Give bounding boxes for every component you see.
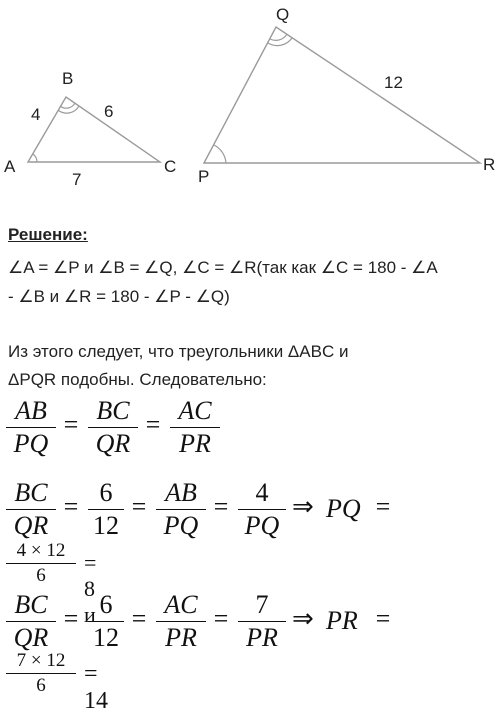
solution-line-3: Из этого следует, что треугольники ΔABC и <box>8 342 349 361</box>
equals-sign: = <box>62 492 80 521</box>
equals-sign: = <box>144 410 162 439</box>
numerator: 4 × 12 <box>16 540 66 561</box>
fraction-7-pr <box>238 590 286 653</box>
denominator: 12 <box>93 623 119 652</box>
side-qr-label: 12 <box>384 73 403 92</box>
fraction-bc-qr <box>88 396 138 459</box>
equals-sign: = <box>62 410 80 439</box>
equals-sign: = <box>130 604 148 633</box>
result-variable-pq: PQ <box>326 494 361 523</box>
denominator: QR <box>13 511 49 540</box>
numerator: AC <box>178 396 212 425</box>
fraction-ab-pq <box>156 478 206 541</box>
numerator: BC <box>14 590 48 619</box>
denominator: PQ <box>13 429 49 458</box>
vertex-r-label: R <box>483 155 496 174</box>
numerator: AB <box>165 478 197 507</box>
implies-arrow: ⇒ <box>292 604 314 633</box>
numerator: 6 <box>99 478 113 507</box>
denominator: 6 <box>36 565 46 586</box>
fraction-ac-pr <box>156 590 206 653</box>
denominator: QR <box>13 623 49 652</box>
numerator: 7 <box>255 590 269 619</box>
equals-sign: = <box>374 604 392 633</box>
equals-sign: = <box>374 492 392 521</box>
numerator: 6 <box>99 590 113 619</box>
numerator: AB <box>15 396 47 425</box>
solution-heading: Решение: <box>8 225 88 244</box>
equals-sign: = <box>212 492 230 521</box>
fraction-ab-pq <box>6 396 56 459</box>
equals-sign: = <box>62 604 80 633</box>
denominator: PR <box>246 623 278 652</box>
denominator: QR <box>95 429 131 458</box>
numerator: 7 × 12 <box>16 650 66 671</box>
denominator: 6 <box>36 675 46 696</box>
result-variable-pr: PR <box>326 606 358 635</box>
fraction-bc-qr <box>6 478 56 541</box>
fraction-bc-qr <box>6 590 56 653</box>
numerator: BC <box>96 396 130 425</box>
equals-sign: = <box>130 492 148 521</box>
triangle-abc <box>28 97 160 162</box>
fraction-6-12 <box>88 478 124 541</box>
numerator: BC <box>14 478 48 507</box>
triangles-figure <box>0 0 500 200</box>
vertex-q-label: Q <box>276 5 290 24</box>
solution-line-2: - ∠B и ∠R = 180 - ∠P - ∠Q) <box>8 287 230 306</box>
result-14: = 14 <box>84 661 108 714</box>
angle-a-arc <box>33 154 37 162</box>
numerator: AC <box>164 590 198 619</box>
vertex-b-label: B <box>62 69 74 88</box>
angle-p-arc <box>214 145 226 163</box>
side-ac-label: 7 <box>72 170 82 189</box>
vertex-p-label: P <box>198 167 210 186</box>
numerator: 4 <box>255 478 269 507</box>
vertex-a-label: A <box>4 157 16 176</box>
fraction-7x12-6 <box>6 650 76 697</box>
denominator: PQ <box>244 511 280 540</box>
equals-sign: = <box>212 604 230 633</box>
solution-line-1: ∠A = ∠P и ∠B = ∠Q, ∠C = ∠R(так как ∠C = 180 - ∠A <box>8 258 438 277</box>
implies-arrow: ⇒ <box>292 492 314 521</box>
triangle-pqr <box>204 27 480 163</box>
side-bc-label: 6 <box>104 102 114 121</box>
denominator: 12 <box>93 511 119 540</box>
denominator: PR <box>179 429 211 458</box>
vertex-c-label: C <box>164 157 177 176</box>
solution-line-4: ΔPQR подобны. Следовательно: <box>8 370 267 389</box>
side-ab-label: 4 <box>31 105 41 124</box>
denominator: PR <box>165 623 197 652</box>
fraction-4x12-6 <box>6 540 76 587</box>
fraction-6-12 <box>88 590 124 653</box>
fraction-4-pq <box>238 478 286 541</box>
fraction-ac-pr <box>170 396 220 459</box>
result-8: = 8 и <box>84 550 97 627</box>
denominator: PQ <box>163 511 199 540</box>
